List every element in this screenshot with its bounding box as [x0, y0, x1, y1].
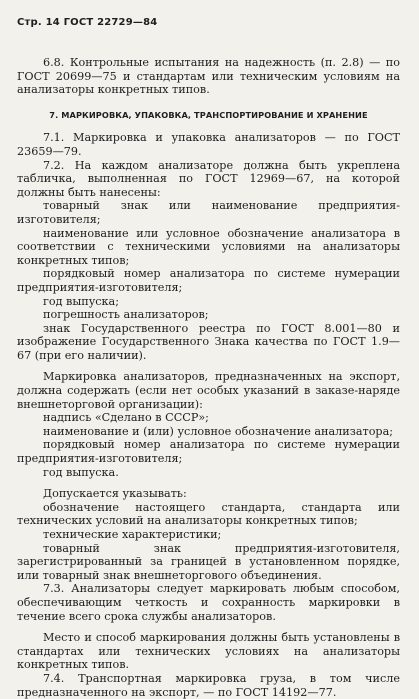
- document-body: [17, 56, 400, 699]
- clause-7-2: 7.2. На каждом анализаторе должна быть укреплена табличка, выполненная по ГОСТ 12969—67, на которой должны быть нанесены:: [17, 158, 400, 199]
- clause-7-4: 7.4. Транспортная маркировка груза, в том числе предназначенного на экспорт, — по ГОСТ 14192—77.: [17, 671, 400, 699]
- clause-7-1: 7.1. Маркировка и упаковка анализаторов — по ГОСТ 23659—79.: [17, 131, 400, 158]
- plate-item-trademark: товарный знак или наименование предприятия-изготовителя;: [17, 199, 400, 226]
- allowed-item-standard: обозначение настоящего стандарта, стандарта или технических условий на анализаторы конкретных типов;: [17, 500, 400, 528]
- export-item-made-in: надпись «Сделано в СССР»;: [43, 411, 209, 425]
- plate-item-error: погрешность анализаторов;: [43, 308, 209, 322]
- page-header: Стр. 14 ГОСТ 22729—84: [17, 17, 158, 28]
- export-item-year: год выпуска.: [43, 465, 119, 479]
- plate-item-serial-number: порядковый номер анализатора по системе нумерации предприятия-изготовителя;: [17, 267, 400, 294]
- allowed-item-trademark: товарный знак предприятия-изготовителя, зарегистрированный за границей в установленном порядке, или товарный знак внешнеторгового объединения.: [17, 541, 400, 582]
- plate-item-registry-mark: знак Государственного реестра по ГОСТ 8.001—80 и изображение Государственного Знака качества по ГОСТ 1.9—67 (при его наличии).: [17, 321, 400, 362]
- clause-6-8: 6.8. Контрольные испытания на надежность (п. 2.8) — по ГОСТ 20699—75 и стандартам или техническим условиям на анализаторы конкретных типов.: [17, 56, 400, 97]
- export-item-serial-number: порядковый номер анализатора по системе нумерации предприятия-изготовителя;: [17, 438, 400, 466]
- plate-item-year: год выпуска;: [43, 294, 119, 308]
- section-7-title: 7. МАРКИРОВКА, УПАКОВКА, ТРАНСПОРТИРОВАНИЕ И ХРАНЕНИЕ: [49, 109, 368, 120]
- export-item-designation: наименование и (или) условное обозначение анализатора;: [43, 424, 394, 438]
- export-marking-intro: Маркировка анализаторов, предназначенных на экспорт, должна содержать (если нет особых указаний в заказе-наряде внешнеторговой организации):: [17, 370, 400, 411]
- allowed-item-specs: технические характеристики;: [43, 528, 222, 541]
- clause-7-3: 7.3. Анализаторы следует маркировать любым способом, обеспечивающим четкость и сохранность маркировки в течение всего срока службы анализаторов.: [17, 582, 400, 623]
- allowed-intro: Допускается указывать:: [43, 487, 187, 501]
- plate-item-designation: наименование или условное обозначение анализатора в соответствии с техническими условиями на анализаторы конкретных типов;: [17, 226, 400, 267]
- clause-7-3-place: Место и способ маркирования должны быть установлены в стандартах или технических условиях на анализаторы конкретных типов.: [17, 631, 400, 672]
